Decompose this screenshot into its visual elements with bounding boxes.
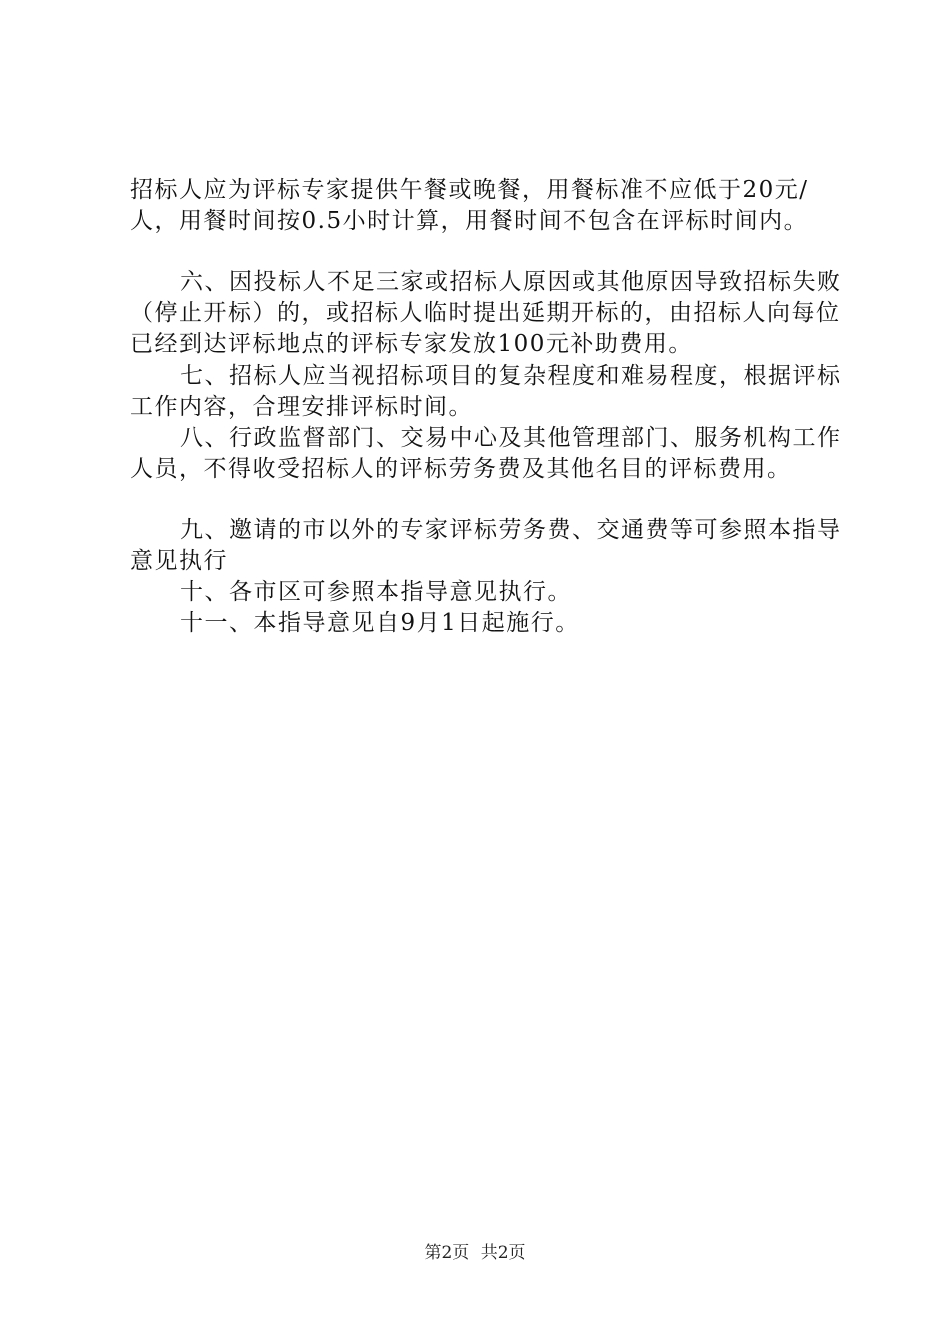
paragraph-nine: 九、邀请的市以外的专家评标劳务费、交通费等可参照本指导意见执行 bbox=[130, 517, 842, 574]
paragraph-eight: 八、行政监督部门、交易中心及其他管理部门、服务机构工作人员，不得收受招标人的评标劳务费及其他名目的评标费用。 bbox=[130, 425, 842, 482]
paragraph-meal-standard: 招标人应为评标专家提供午餐或晚餐，用餐标准不应低于20元/人，用餐时间按0.5小时计算，用餐时间不包含在评标时间内。 bbox=[130, 177, 809, 234]
paragraph-eleven: 十一、本指导意见自9月1日起施行。 bbox=[180, 610, 580, 636]
page-footer bbox=[0, 1242, 950, 1264]
paragraph-six: 六、因投标人不足三家或招标人原因或其他原因导致招标失败（停止开标）的，或招标人临时提出延期开标的，由招标人向每位已经到达评标地点的评标专家发放100元补助费用。 bbox=[130, 269, 842, 357]
page-number-total: 共2页 bbox=[480, 1243, 526, 1263]
paragraph-seven: 七、招标人应当视招标项目的复杂程度和难易程度，根据评标工作内容，合理安排评标时间。 bbox=[130, 363, 842, 420]
paragraph-ten: 十、各市区可参照本指导意见执行。 bbox=[180, 579, 572, 605]
page-number-current: 第2页 bbox=[424, 1243, 470, 1263]
